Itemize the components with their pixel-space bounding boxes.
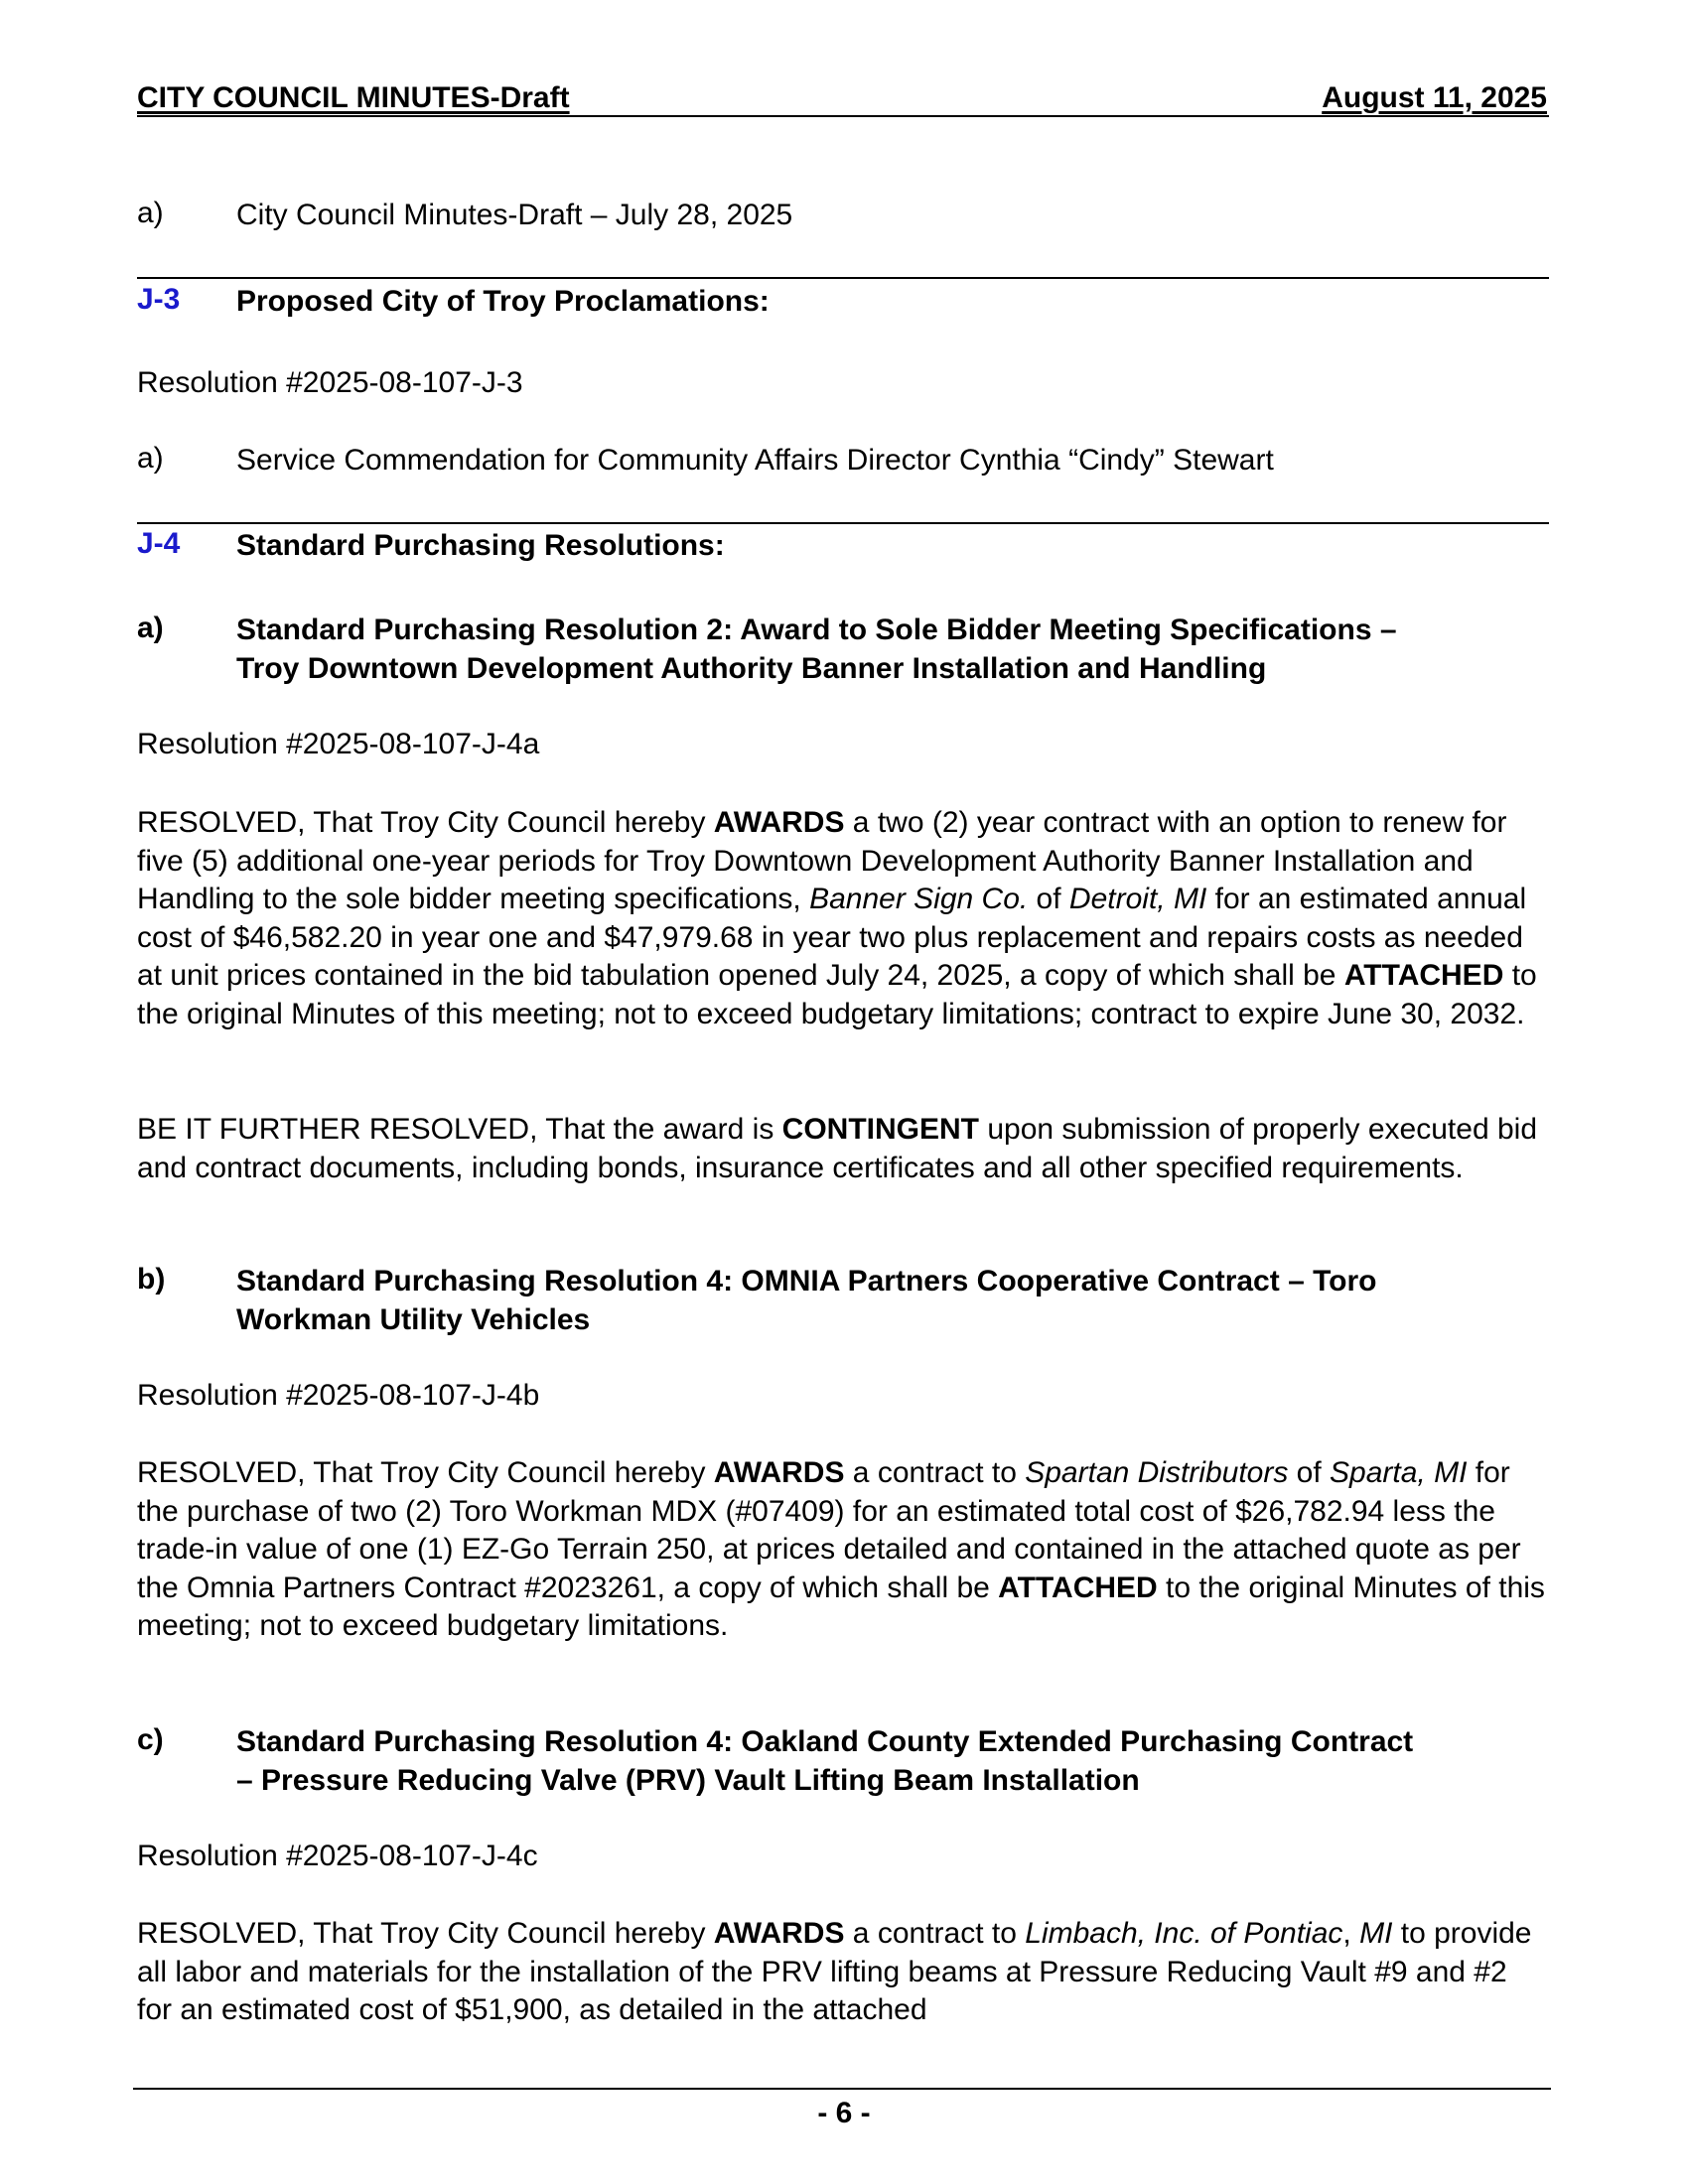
item-title-j4a (236, 612, 1557, 688)
resolution-paragraph-j4a: RESOLVED, That Troy City Council hereby AWARDS a two (2) year contract with an option to renew for five (5) additional one-year periods for Troy Downtown Development Authority Banner Installation and Handling to the sole bidder meeting specifications, Banner Sign Co. of Detroit, MI for an estimated annual cost of $46,582.20 in year one and $47,979.68 in year two plus replacement and repairs costs as needed at unit prices contained in the bid tabulation opened July 24, 2025, a copy of which shall be ATTACHED to the original Minutes of this meeting; not to exceed budgetary limitations; contract to expire June 30, 2032. (137, 806, 1537, 1030)
resolution-number-j4b: Resolution #2025-08-107-J-4b (137, 1379, 540, 1412)
item-title-line: Standard Purchasing Resolution 4: Oakland County Extended Purchasing Contract (236, 1725, 1414, 1758)
resolution-paragraph-j4c: RESOLVED, That Troy City Council hereby AWARDS a contract to Limbach, Inc. of Pontiac, MI to provide all labor and materials for the installation of the PRV lifting beams at Pressure Reducing Vault #9 and #2 for an estimated cost of $51,900, as detailed in the attached (137, 1917, 1532, 2026)
item-title-line: Workman Utility Vehicles (236, 1302, 591, 1336)
section-title-j3: Proposed City of Troy Proclamations: (236, 285, 770, 318)
section-title-j4: Standard Purchasing Resolutions: (236, 529, 725, 562)
item-label: a) (137, 197, 164, 229)
section-divider (137, 522, 1549, 524)
header-rule (137, 115, 1549, 117)
footer-rule (133, 2088, 1551, 2090)
item-label-j4a: a) (137, 612, 164, 644)
item-text: City Council Minutes-Draft – July 28, 2025 (236, 199, 793, 231)
item-title-line: Standard Purchasing Resolution 2: Award to Sole Bidder Meeting Specifications – (236, 614, 1397, 646)
page-number: - 6 - (817, 2097, 871, 2129)
item-title-j4c (236, 1723, 1557, 1800)
resolution-number-j3: Resolution #2025-08-107-J-3 (137, 366, 523, 399)
item-title-j4b (236, 1263, 1557, 1339)
resolution-number-j4c: Resolution #2025-08-107-J-4c (137, 1840, 538, 1872)
item-title-line: Standard Purchasing Resolution 4: OMNIA Partners Cooperative Contract – Toro (236, 1265, 1377, 1297)
item-title-line: – Pressure Reducing Valve (PRV) Vault Lifting Beam Installation (236, 1763, 1140, 1797)
item-text-j3a: Service Commendation for Community Affairs Director Cynthia “Cindy” Stewart (236, 444, 1274, 477)
item-title-line: Troy Downtown Development Authority Banner Installation and Handling (236, 651, 1267, 685)
section-divider (137, 277, 1549, 279)
header-date: August 11, 2025 (1322, 81, 1547, 114)
further-resolved-paragraph-j4a: BE IT FURTHER RESOLVED, That the award is CONTINGENT upon submission of properly executed bid and contract documents, including bonds, insurance certificates and all other specified requirements. (137, 1113, 1538, 1184)
header-title: CITY COUNCIL MINUTES-Draft (137, 81, 570, 114)
section-code-j3: J-3 (137, 283, 181, 316)
item-label-j3a: a) (137, 442, 164, 475)
resolution-paragraph-j4b: RESOLVED, That Troy City Council hereby AWARDS a contract to Spartan Distributors of Sparta, MI for the purchase of two (2) Toro Workman MDX (#07409) for an estimated total cost of $26,782.94 less the trade-in value of one (1) EZ-Go Terrain 250, at prices detailed and contained in the attached quote as per the Omnia Partners Contract #2023261, a copy of which shall be ATTACHED to the original Minutes of this meeting; not to exceed budgetary limitations. (137, 1456, 1545, 1642)
section-code-j4: J-4 (137, 527, 181, 560)
item-label-j4b: b) (137, 1263, 166, 1296)
item-label-j4c: c) (137, 1723, 164, 1756)
resolution-number-j4a: Resolution #2025-08-107-J-4a (137, 728, 540, 760)
